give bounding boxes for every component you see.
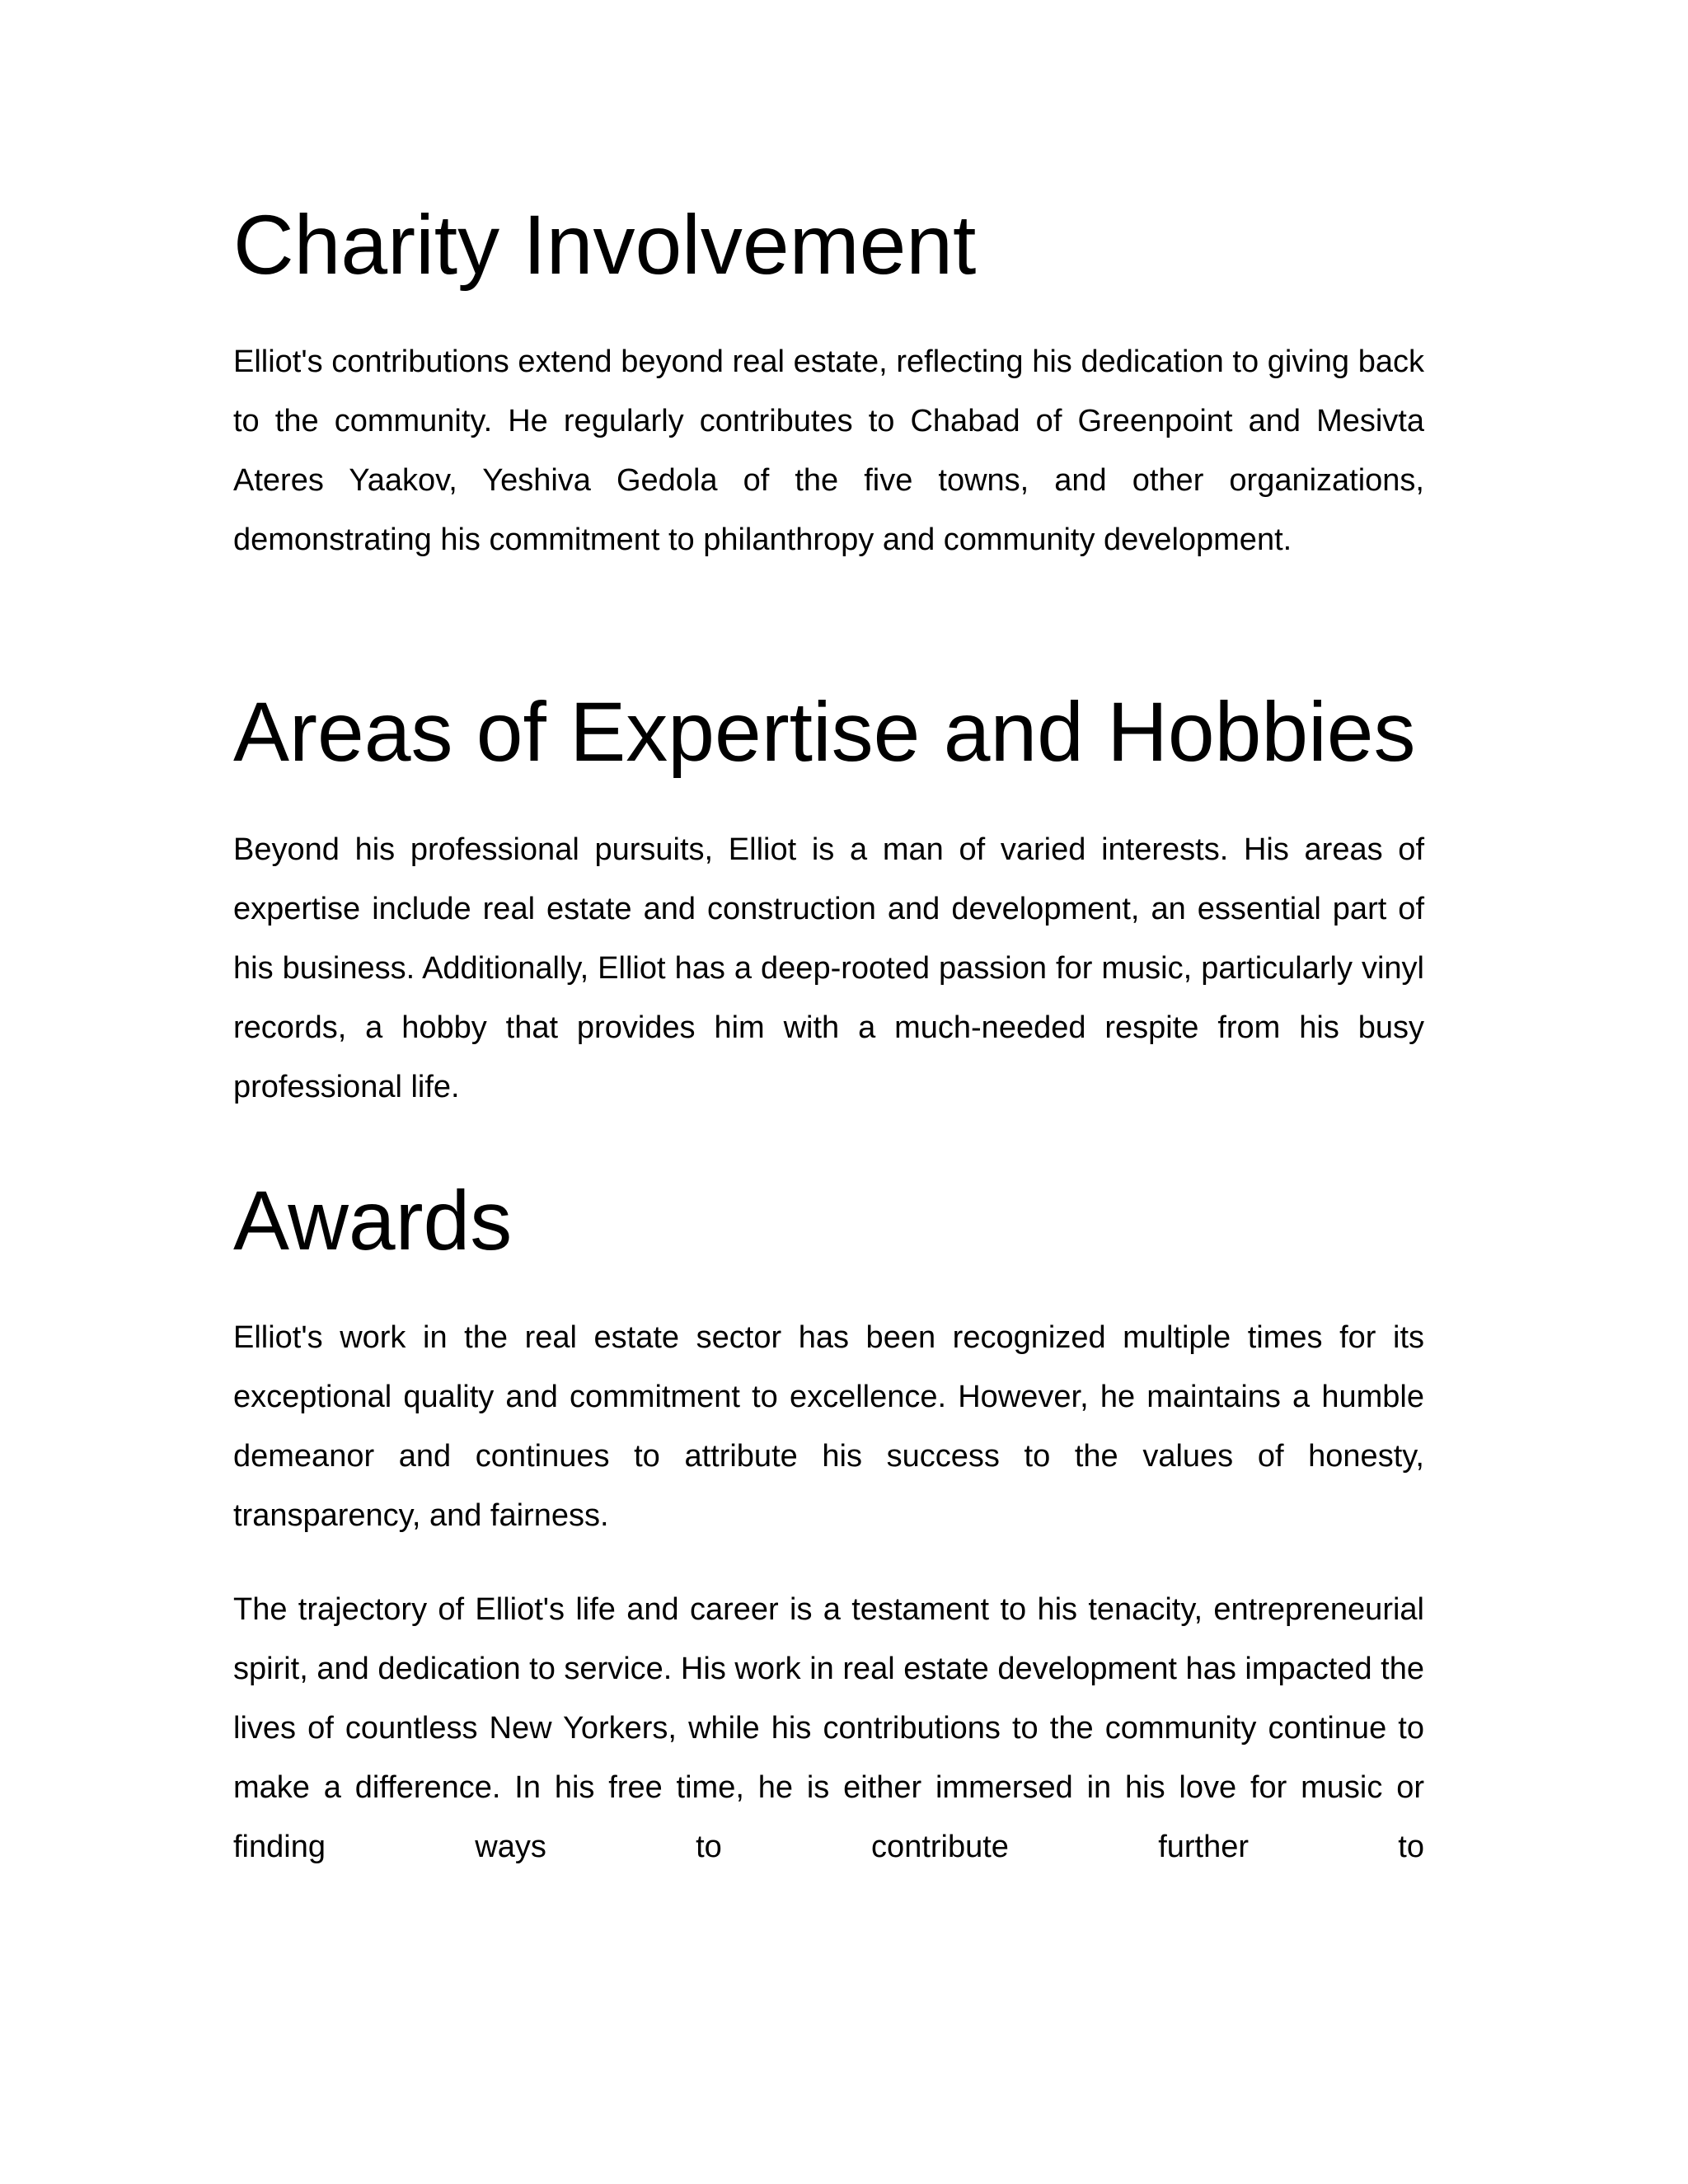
closing-paragraph: The trajectory of Elliot's life and career is a testament to his tenacity, entrepreneurial spirit, and dedication to service. His work in real estate development has impacted the lives of countless New Yorkers, while his contributions to the community continue to make a difference. In his free time, he is either immersed in his love for music or finding ways to contribute further to <box>233 1592 1424 1864</box>
section-paragraph-charity: Elliot's contributions extend beyond real estate, reflecting his dedication to giving back to the community. He regularly contributes to Chabad of Greenpoint and Mesivta Ateres Yaakov, Yeshiva Gedola of the five towns, and other organizations, demonstrating his commitment to philanthropy and community development. <box>233 344 1424 557</box>
section-heading-awards: Awards <box>233 1174 513 1268</box>
section-paragraph-awards: Elliot's work in the real estate sector has been recognized multiple times for its exceptional quality and commitment to excellence. However, he maintains a humble demeanor and continues to attribute his success to the values of honesty, transparency, and fairness. <box>233 1320 1424 1533</box>
section-heading-expertise-hobbies: Areas of Expertise and Hobbies <box>233 685 1416 779</box>
section-heading-charity: Charity Involvement <box>233 198 977 292</box>
closing-paragraph-container <box>233 1580 1424 1877</box>
section-paragraph-expertise-hobbies: Beyond his professional pursuits, Elliot is a man of varied interests. His areas of expertise include real estate and construction and development, an essential part of his business. Additionally, Elliot has a deep-rooted passion for music, particularly vinyl records, a hobby that provides him with a much-needed respite from his busy professional life. <box>233 832 1424 1104</box>
